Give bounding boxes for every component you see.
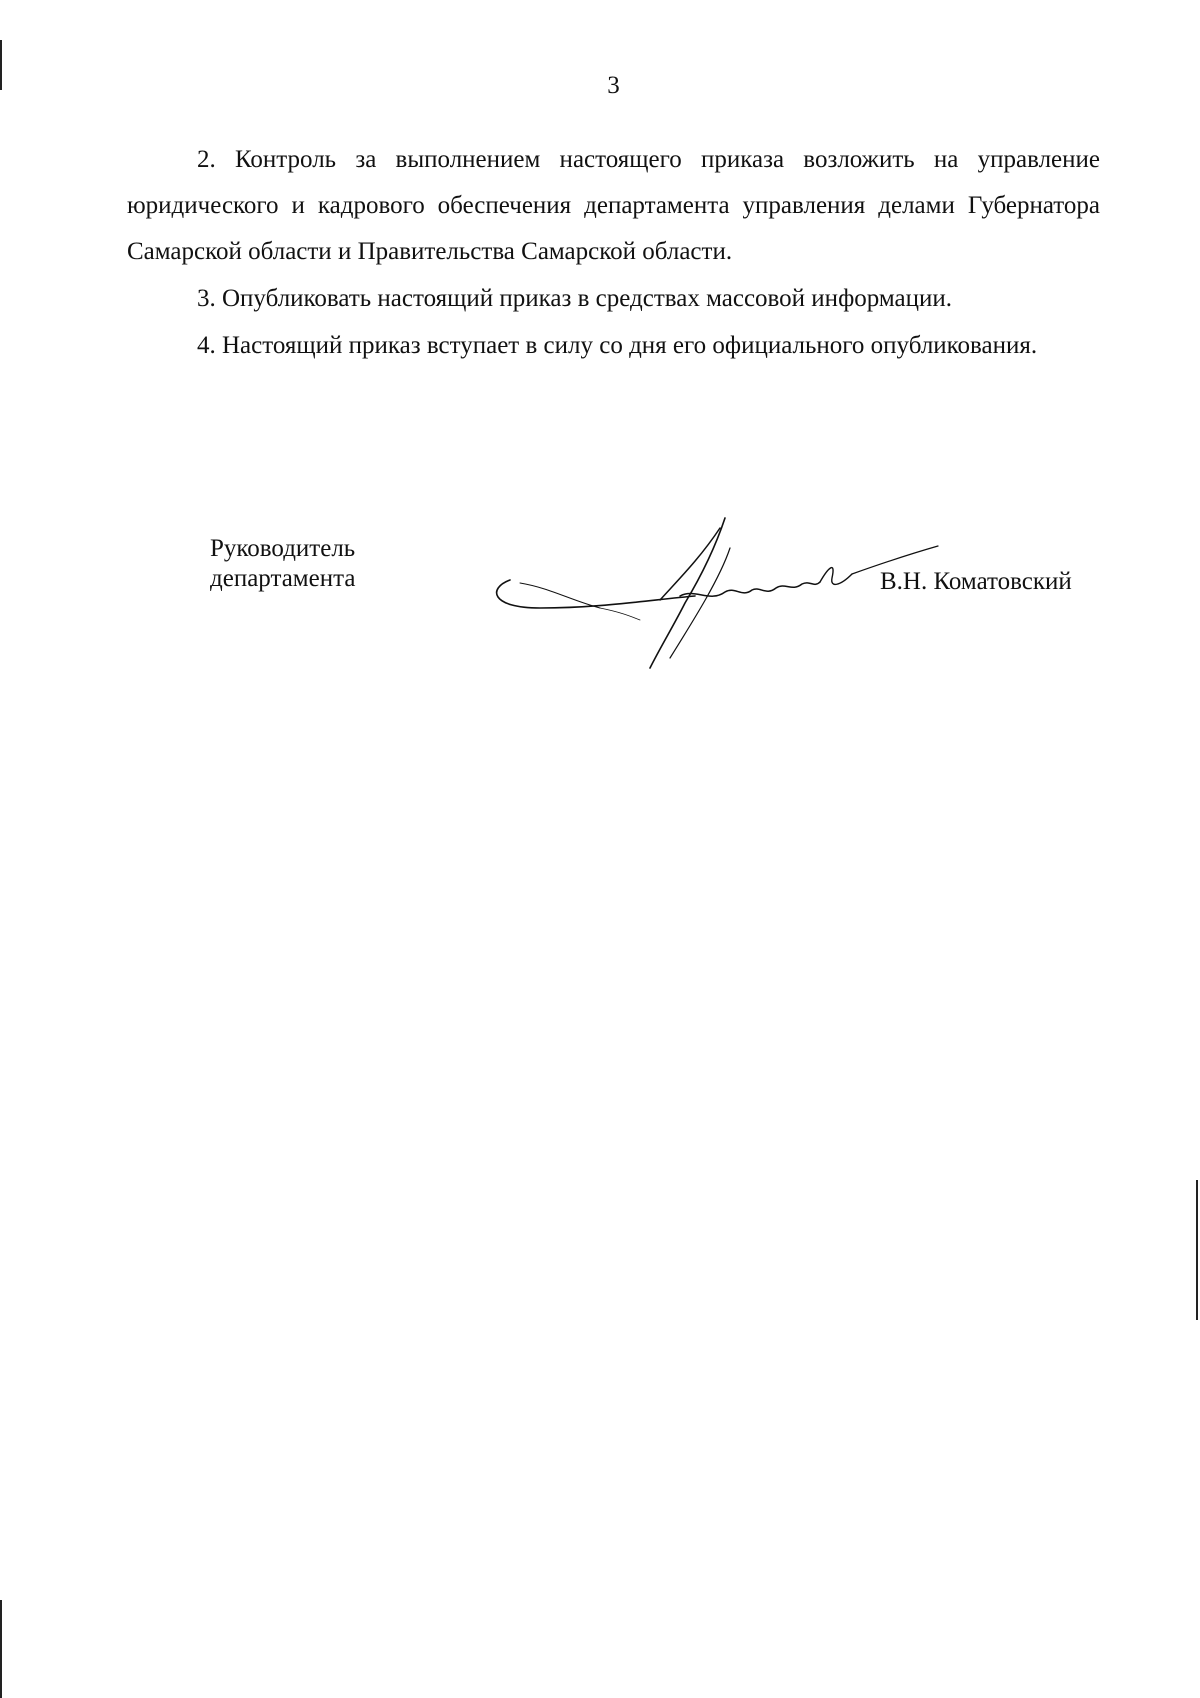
scan-edge-left-bottom [0,1600,2,1698]
page-number: 3 [607,72,620,99]
signatory-name: В.Н. Коматовский [880,568,1072,595]
signatory-position-line2: департамента [210,565,356,592]
paragraph-publish: 3. Опубликовать настоящий приказ в средствах массовой информации. [197,285,953,312]
scan-edge-right-bottom [1196,1180,1198,1320]
handwritten-signature [480,508,940,678]
signatory-position [210,534,355,594]
signatory-position-line1: Руководитель [210,535,356,562]
paragraph-control: 2. Контроль за выполнением настоящего приказа возложить на управление юридического и кадрового обеспечения департамента управления делами Губернатора Самарской области и Правительства Самарской области. [127,146,1100,265]
order-body [127,137,1100,370]
paragraph-effective: 4. Настоящий приказ вступает в силу со дня его официального опубликования. [197,332,1038,359]
